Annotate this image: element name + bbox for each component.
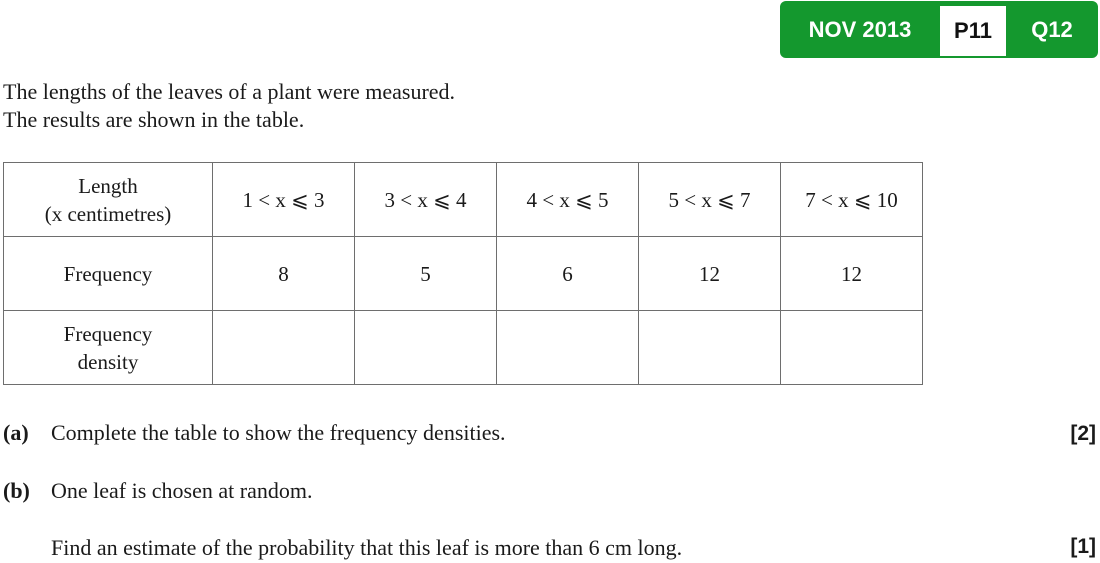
question-a-marks: [2] [1070, 422, 1096, 445]
interval-cell: 4 < x ⩽ 5 [497, 163, 639, 237]
interval-cell: 7 < x ⩽ 10 [781, 163, 923, 237]
density-answer-cell[interactable] [213, 311, 355, 385]
question-b [3, 478, 312, 504]
question-b-sub: Find an estimate of the probability that this leaf is more than 6 cm long. [51, 535, 683, 560]
frequency-cell: 8 [213, 237, 355, 311]
frequency-cell: 12 [781, 237, 923, 311]
question-number: Q12 [1031, 17, 1073, 42]
density-answer-cell[interactable] [781, 311, 923, 385]
frequency-cell: 5 [355, 237, 497, 311]
interval-cell: 3 < x ⩽ 4 [355, 163, 497, 237]
paper-number: P11 [940, 6, 1006, 56]
question-b-text: One leaf is chosen at random. [51, 478, 313, 503]
frequency-header: Frequency [4, 237, 213, 311]
density-header-line-2: density [77, 349, 139, 374]
question-badge [780, 1, 1098, 58]
density-answer-cell[interactable] [355, 311, 497, 385]
frequency-cell: 6 [497, 237, 639, 311]
density-header [4, 311, 213, 385]
exam-session: NOV 2013 [808, 17, 912, 42]
interval-cell: 5 < x ⩽ 7 [639, 163, 781, 237]
density-answer-cell[interactable] [497, 311, 639, 385]
length-row [4, 163, 923, 237]
question-a [3, 420, 506, 446]
question-a-label: (a) [3, 420, 29, 445]
density-answer-cell[interactable] [639, 311, 781, 385]
frequency-cell: 12 [639, 237, 781, 311]
intro-line-1: The lengths of the leaves of a plant were measured. [3, 79, 456, 104]
intro-line-2: The results are shown in the table. [3, 107, 305, 132]
question-a-text: Complete the table to show the frequency densities. [51, 420, 506, 445]
frequency-row [4, 237, 923, 311]
question-intro [3, 78, 455, 134]
question-b-label: (b) [3, 478, 30, 503]
density-header-line-1: Frequency [63, 321, 153, 346]
length-header-line-1: Length [78, 173, 138, 198]
length-header [4, 163, 213, 237]
question-b-marks: [1] [1070, 535, 1096, 558]
length-header-line-2: (x centimetres) [44, 201, 172, 226]
interval-cell: 1 < x ⩽ 3 [213, 163, 355, 237]
frequency-table [3, 162, 923, 385]
density-row [4, 311, 923, 385]
